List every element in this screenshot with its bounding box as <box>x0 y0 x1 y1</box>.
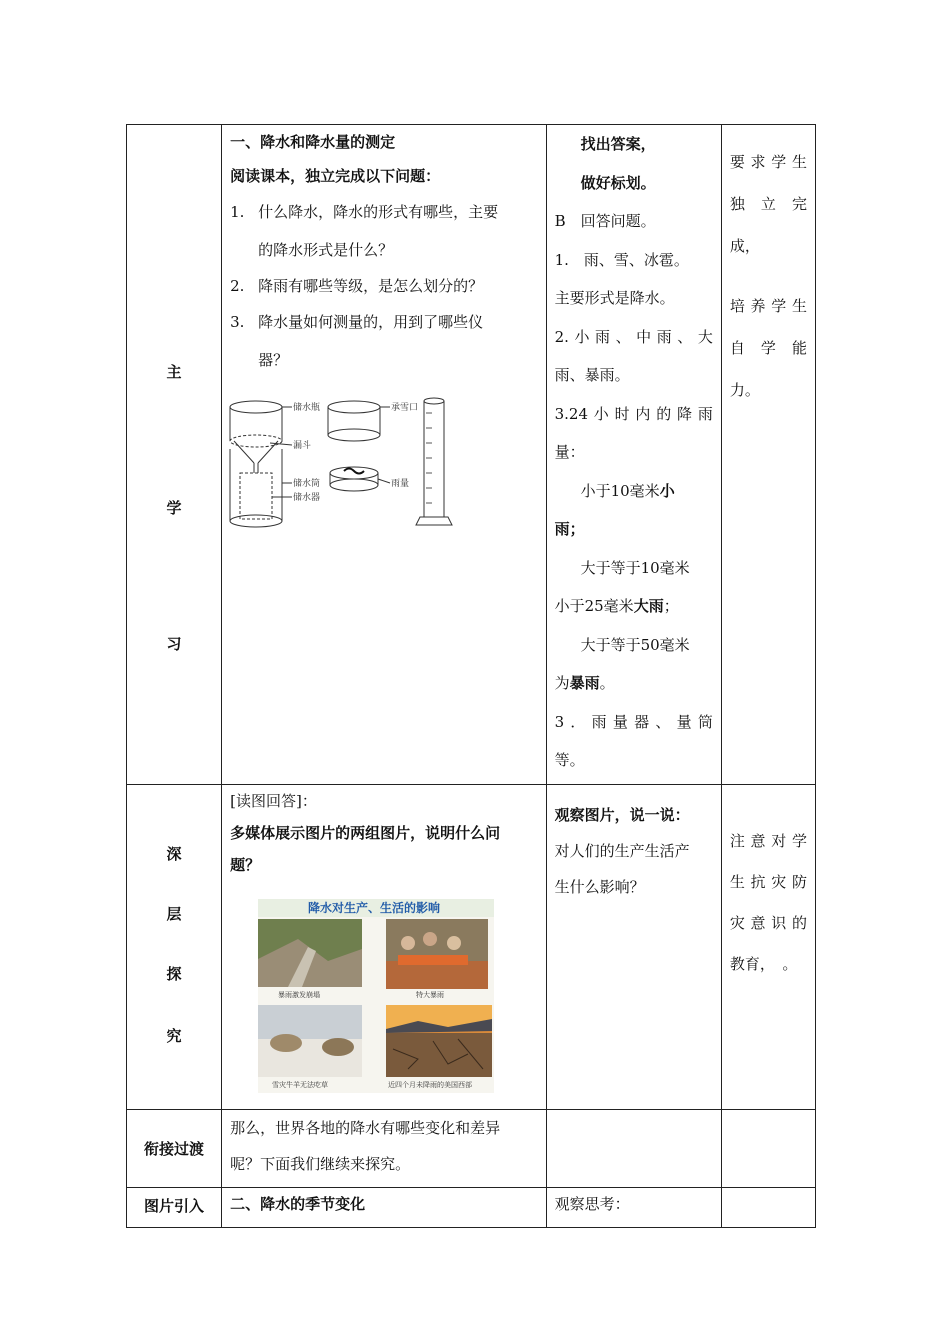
precipitation-impact-image <box>258 899 494 1093</box>
label-char: 深 <box>166 844 182 863</box>
row-deep-exploration <box>127 784 816 1109</box>
design-intent-cell <box>721 125 815 785</box>
student-line: 主要形式是降水。 <box>554 289 675 307</box>
intent-line: 培养学生 <box>729 297 807 315</box>
label-char: 学 <box>166 499 182 517</box>
q-number: 1. <box>230 203 245 221</box>
label-char: 究 <box>166 1026 182 1045</box>
student-line: 观察思考： <box>554 1194 630 1213</box>
row-label-self-study <box>127 125 222 785</box>
intent-line: 生抗灾防 <box>729 872 807 891</box>
q3-line1: 降水量如何测量的，用到了哪些仪 <box>258 313 484 331</box>
content-line: [读图回答]： <box>230 791 317 810</box>
empty-cell <box>546 1109 721 1187</box>
student-line: 大于等于10毫米 <box>580 558 690 577</box>
content-line: 那么，世界各地的降水有哪些变化和差异 <box>230 1118 501 1137</box>
row-image-intro <box>127 1187 816 1227</box>
photo-caption: 特大暴雨 <box>416 990 445 999</box>
design-intent-cell <box>721 784 815 1109</box>
text-run: 小于25毫米 <box>554 597 634 615</box>
text-run: 小于10毫米 <box>580 481 660 500</box>
student-line: 做好标划。 <box>580 173 656 192</box>
figure-label: 雨量 <box>391 479 410 489</box>
student-line: 找出答案， <box>580 135 656 153</box>
intent-line: 灾意识的 <box>729 913 807 932</box>
figure-label: 漏斗 <box>293 441 312 451</box>
figure-label: 储水筒 <box>293 479 321 489</box>
intent-line: 成， <box>729 237 760 255</box>
student-activity-cell <box>546 784 721 1109</box>
q1-line2: 的降水形式是什么？ <box>258 241 394 259</box>
student-line: 1. 雨、雪、冰雹。 <box>554 250 689 269</box>
text-run: 小 <box>659 481 675 500</box>
student-line: 3．雨量器、量筒 <box>554 712 713 731</box>
row-self-study <box>127 125 816 785</box>
text-run: 暴雨 <box>569 674 600 692</box>
intent-line: 注意对学 <box>729 831 807 850</box>
photo-caption: 暴雨激发崩塌 <box>278 990 321 999</box>
text-run: 为 <box>554 674 570 692</box>
figure-label: 承雪口 <box>391 403 419 413</box>
text-run: 。 <box>599 674 615 692</box>
photo-caption: 雪灾牛羊无法吃草 <box>272 1080 329 1089</box>
transition-content-cell <box>222 1109 546 1187</box>
q1-line1: 什么降水，降水的形式有哪些，主要 <box>258 203 499 221</box>
rain-gauge-figure <box>226 393 466 533</box>
row-label-image-intro <box>127 1187 222 1227</box>
label-char: 层 <box>166 904 182 923</box>
row-label-text: 衔接过渡 <box>144 1139 205 1158</box>
figure-label: 储水瓶 <box>293 403 321 413</box>
student-line: 等。 <box>554 751 585 769</box>
section-heading: 二、降水的季节变化 <box>230 1194 366 1213</box>
student-line: B 回答问题。 <box>554 212 656 230</box>
student-activity-cell <box>546 125 721 785</box>
student-line: 雨、暴雨。 <box>554 366 630 384</box>
photo-caption: 近四个月未降雨的美国西部 <box>388 1080 473 1089</box>
student-line: 3.24小时内的降雨 <box>554 404 713 423</box>
text-run: 大雨 <box>633 597 664 615</box>
question-1 <box>230 193 537 269</box>
student-line <box>555 664 713 703</box>
question-3 <box>230 303 537 379</box>
intent-line: 自学能 <box>729 339 807 357</box>
row-transition <box>127 1109 816 1187</box>
student-line: 2.小雨、中雨、大 <box>554 327 713 346</box>
row-label-transition <box>127 1109 222 1187</box>
row-label-text: 图片引入 <box>144 1196 205 1215</box>
content-line: 题？ <box>230 855 261 874</box>
empty-cell <box>721 1187 815 1227</box>
student-line: 大于等于50毫米 <box>580 635 690 654</box>
question-2 <box>230 269 537 303</box>
q3-line2: 器？ <box>258 351 289 369</box>
student-line: 对人们的生产生活产 <box>554 841 690 860</box>
label-char: 习 <box>166 635 182 653</box>
panel-title: 降水对生产、生活的影响 <box>308 900 441 915</box>
intent-line: 教育， 。 <box>729 954 798 973</box>
q-number: 2. <box>230 277 245 295</box>
content-line: 多媒体展示图片的两组图片，说明什么问 <box>230 823 501 842</box>
student-line: 生什么影响？ <box>554 877 645 896</box>
q2-text: 降雨有哪些等级，是怎么划分的？ <box>258 277 484 295</box>
teacher-activity-cell <box>222 125 546 785</box>
student-activity-cell <box>546 1187 721 1227</box>
student-line: 雨； <box>554 520 585 538</box>
student-line <box>555 587 713 626</box>
student-line: 观察图片，说一说： <box>554 805 690 824</box>
teacher-activity-cell <box>222 784 546 1109</box>
intent-line: 要求学生 <box>729 153 807 171</box>
image-intro-content-cell <box>222 1187 546 1227</box>
section-heading: 一、降水和降水量的测定 <box>230 133 396 151</box>
student-line <box>555 472 713 511</box>
text-run: ； <box>663 597 679 615</box>
q-number: 3. <box>230 313 245 331</box>
figure-label: 储水器 <box>293 493 321 503</box>
lesson-plan-table <box>126 124 816 1228</box>
intent-line: 力。 <box>729 381 760 399</box>
intro-text: 阅读课本，独立完成以下问题： <box>230 167 441 185</box>
content-line: 呢？下面我们继续来探究。 <box>230 1154 411 1173</box>
label-char: 主 <box>166 363 182 381</box>
intent-line: 独立完 <box>729 195 807 213</box>
row-label-deep-exploration <box>127 784 222 1109</box>
empty-cell <box>721 1109 815 1187</box>
label-char: 探 <box>166 964 182 983</box>
student-line: 量： <box>554 443 585 461</box>
